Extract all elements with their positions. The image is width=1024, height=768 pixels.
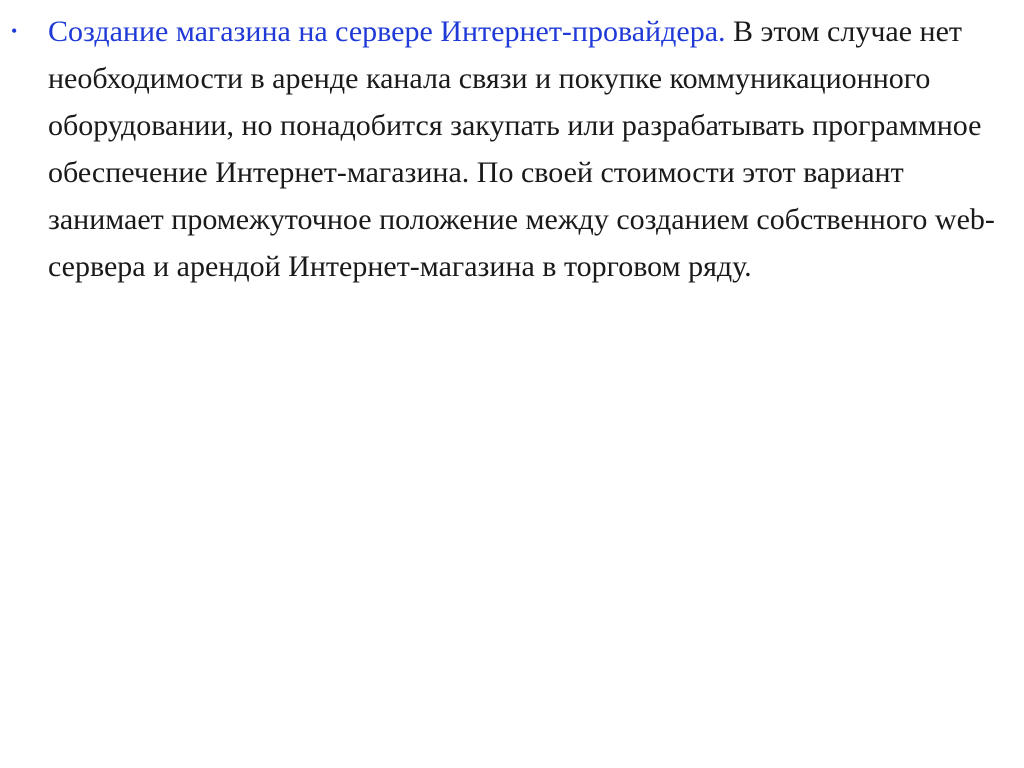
bullet-marker: • xyxy=(11,21,18,41)
bullet-item xyxy=(0,8,1010,290)
bullet-body: В этом случае нет необходимости в аренде канала связи и покупке коммуникационного оборудовании, но понадобится закупать или разрабатывать программное обеспечение Интернет-магазина. По своей стоимости этот вариант занимает промежуточное положение между созданием собственного web-сервера и арендой Интернет-магазина в торговом ряду. xyxy=(48,15,995,283)
bullet-heading: Создание магазина на сервере Интернет-провайдера. xyxy=(48,15,726,48)
bullet-list xyxy=(0,8,1010,290)
